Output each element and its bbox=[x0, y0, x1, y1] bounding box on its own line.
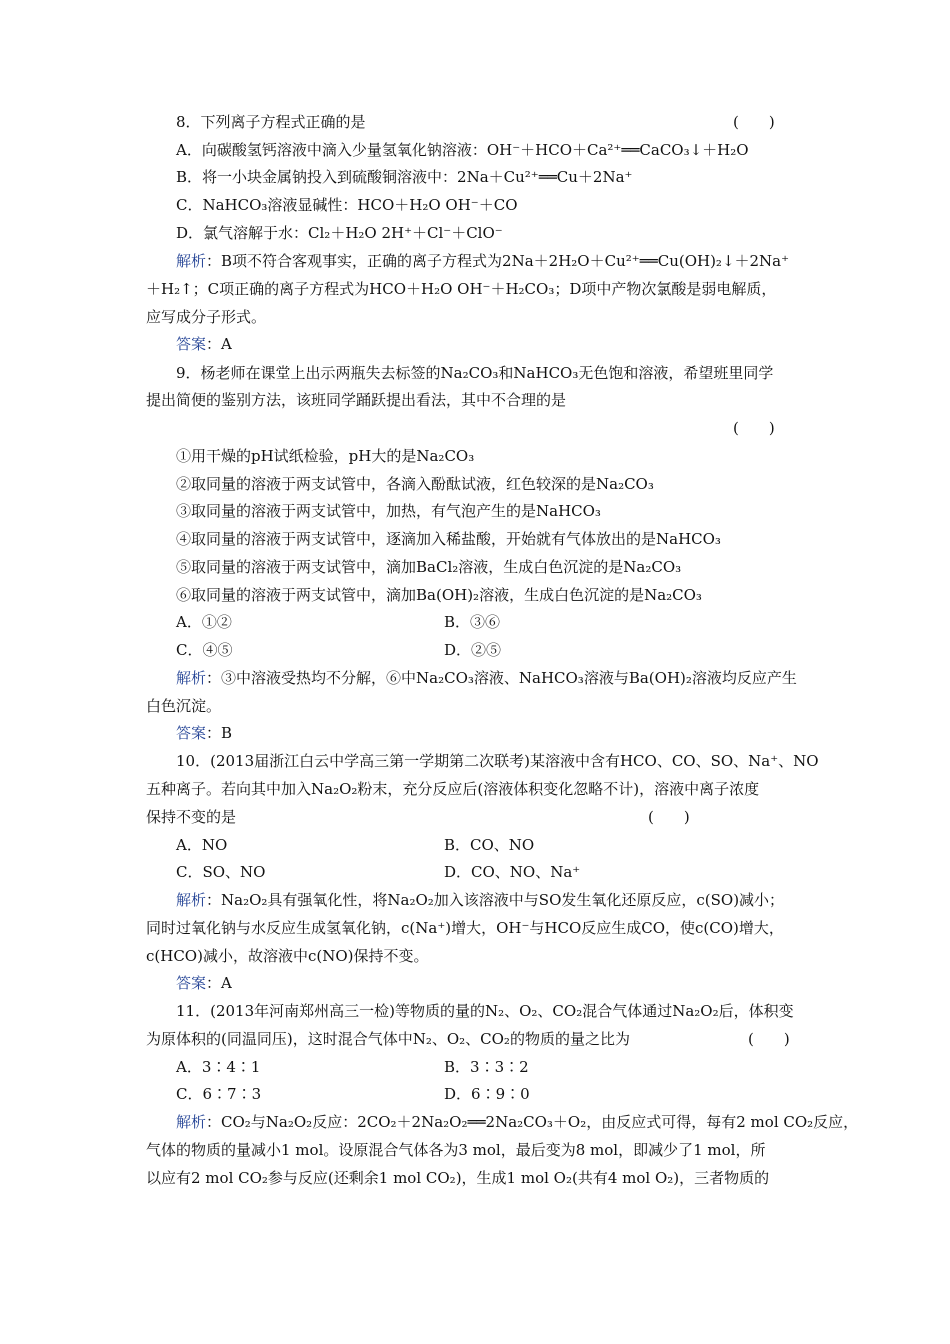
text-line bbox=[176, 751, 819, 771]
text-line bbox=[444, 862, 580, 882]
line-text: ＋H₂↑；C项正确的离子方程式为HCO＋H₂O OH⁻＋H₂CO₃；D项中产物次氯酸是弱电解质， bbox=[146, 280, 777, 298]
line-text: ⑤取同量的溶液于两支试管中，滴加BaCl₂溶液，生成白色沉淀的是Na₂CO₃ bbox=[176, 558, 682, 576]
text-line bbox=[176, 363, 773, 383]
line-text: 为原体积的(同温同压)，这时混合气体中N₂、O₂、CO₂的物质的量之比为 bbox=[146, 1030, 630, 1048]
answer-blank: ( ) bbox=[648, 808, 690, 826]
text-line bbox=[444, 1084, 530, 1104]
line-text: c(HCO)减小，故溶液中c(NO)保持不变。 bbox=[146, 947, 429, 965]
line-text: D．氯气溶解于水：Cl₂＋H₂O 2H⁺＋Cl⁻＋ClO⁻ bbox=[176, 224, 503, 242]
text-line bbox=[176, 1057, 260, 1077]
line-text: 10．(2013届浙江白云中学高三第一学期第二次联考)某溶液中含有HCO、CO、SO、Na⁺、NO bbox=[176, 752, 819, 770]
text-line bbox=[176, 140, 749, 160]
line-text: C．SO、NO bbox=[176, 863, 266, 881]
text-line bbox=[176, 251, 789, 271]
text-line bbox=[176, 862, 265, 882]
text-line bbox=[176, 890, 784, 910]
text-line bbox=[146, 696, 221, 716]
line-text: ：Na₂O₂具有强氧化性，将Na₂O₂加入该溶液中与SO发生氧化还原反应，c(SO)减小； bbox=[206, 891, 785, 909]
text-line bbox=[146, 807, 236, 827]
line-text: ②取同量的溶液于两支试管中，各滴入酚酞试液，红色较深的是Na₂CO₃ bbox=[176, 475, 654, 493]
text-line bbox=[444, 1057, 529, 1077]
text-line bbox=[146, 1029, 630, 1049]
text-line bbox=[176, 835, 227, 855]
line-text: B．3∶3∶2 bbox=[444, 1058, 529, 1076]
text-line bbox=[146, 307, 266, 327]
text-line bbox=[176, 501, 601, 521]
line-text: ：B项不符合客观事实，正确的离子方程式为2Na＋2H₂O＋Cu²⁺══Cu(OH)₂↓＋2Na⁺ bbox=[206, 252, 790, 270]
text-line bbox=[146, 1140, 765, 1160]
text-line bbox=[176, 640, 232, 660]
line-text: 同时过氧化钠与水反应生成氢氧化钠，c(Na⁺)增大，OH⁻与HCO反应生成CO，使c(CO)增大， bbox=[146, 919, 784, 937]
section-label: 解析 bbox=[176, 1113, 207, 1131]
line-text: 应写成分子形式。 bbox=[146, 308, 267, 326]
section-label: 答案 bbox=[176, 974, 207, 992]
line-text: ：③中溶液受热均不分解，⑥中Na₂CO₃溶液、NaHCO₃溶液与Ba(OH)₂溶液均反应产生 bbox=[206, 669, 797, 687]
text-line bbox=[176, 446, 474, 466]
line-text: 8．下列离子方程式正确的是 bbox=[176, 113, 366, 131]
text-line bbox=[176, 585, 702, 605]
line-text: B．将一小块金属钠投入到硫酸铜溶液中：2Na＋Cu²⁺══Cu＋2Na⁺ bbox=[176, 168, 633, 186]
text-line bbox=[176, 1001, 794, 1021]
line-text: B．CO、NO bbox=[444, 836, 535, 854]
text-line bbox=[176, 612, 232, 632]
section-label: 解析 bbox=[176, 252, 207, 270]
text-line bbox=[176, 334, 232, 354]
text-line bbox=[176, 1112, 858, 1132]
line-text: D．CO、NO、Na⁺ bbox=[444, 863, 581, 881]
section-label: 答案 bbox=[176, 335, 207, 353]
text-line bbox=[176, 223, 503, 243]
line-text: ⑥取同量的溶液于两支试管中，滴加Ba(OH)₂溶液，生成白色沉淀的是Na₂CO₃ bbox=[176, 586, 702, 604]
answer-blank: ( ) bbox=[748, 1030, 790, 1048]
line-text: B．③⑥ bbox=[444, 613, 501, 631]
line-text: 以应有2 mol CO₂参与反应(还剩余1 mol CO₂)，生成1 mol O₂(共有4 mol O₂)，三者物质的 bbox=[146, 1169, 770, 1187]
line-text: 提出简便的鉴别方法，该班同学踊跃提出看法，其中不合理的是 bbox=[146, 391, 567, 409]
text-line bbox=[146, 946, 429, 966]
text-line bbox=[146, 1168, 769, 1188]
line-text: 11．(2013年河南郑州高三一检)等物质的量的N₂、O₂、CO₂混合气体通过Na₂O₂后，体积变 bbox=[176, 1002, 794, 1020]
text-line bbox=[176, 1084, 261, 1104]
text-line bbox=[176, 723, 232, 743]
text-line bbox=[146, 279, 776, 299]
line-text: 保持不变的是 bbox=[146, 808, 237, 826]
text-line bbox=[444, 612, 500, 632]
text-line bbox=[176, 195, 518, 215]
section-label: 解析 bbox=[176, 669, 207, 687]
line-text: ：B bbox=[206, 724, 233, 742]
text-line bbox=[176, 668, 797, 688]
line-text: A．NO bbox=[176, 836, 228, 854]
line-text: ③取同量的溶液于两支试管中，加热，有气泡产生的是NaHCO₃ bbox=[176, 502, 601, 520]
section-label: 答案 bbox=[176, 724, 207, 742]
line-text: C．6∶7∶3 bbox=[176, 1085, 262, 1103]
text-line bbox=[176, 557, 681, 577]
line-text: C．NaHCO₃溶液显碱性：HCO＋H₂O OH⁻＋CO bbox=[176, 196, 518, 214]
text-line bbox=[176, 474, 654, 494]
line-text: D．6∶9∶0 bbox=[444, 1085, 530, 1103]
section-label: 解析 bbox=[176, 891, 207, 909]
line-text: D．②⑤ bbox=[444, 641, 502, 659]
answer-blank: ( ) bbox=[733, 419, 775, 437]
line-text: 9．杨老师在课堂上出示两瓶失去标签的Na₂CO₃和NaHCO₃无色饱和溶液，希望班里同学 bbox=[176, 364, 774, 382]
line-text: ：A bbox=[206, 974, 232, 992]
text-line bbox=[176, 112, 366, 132]
text-line bbox=[146, 779, 759, 799]
text-line bbox=[146, 390, 566, 410]
answer-blank: ( ) bbox=[733, 113, 775, 131]
line-text: C．④⑤ bbox=[176, 641, 233, 659]
text-line bbox=[444, 640, 501, 660]
line-text: 白色沉淀。 bbox=[146, 697, 222, 715]
line-text: 气体的物质的量减小1 mol。设原混合气体各为3 mol，最后变为8 mol，即减少了1 mol，所 bbox=[146, 1141, 766, 1159]
line-text: ④取同量的溶液于两支试管中，逐滴加入稀盐酸，开始就有气体放出的是NaHCO₃ bbox=[176, 530, 721, 548]
text-line bbox=[146, 918, 784, 938]
text-line bbox=[444, 835, 534, 855]
line-text: A．3∶4∶1 bbox=[176, 1058, 261, 1076]
text-line bbox=[176, 167, 632, 187]
line-text: ①用干燥的pH试纸检验，pH大的是Na₂CO₃ bbox=[176, 447, 475, 465]
line-text: A．向碳酸氢钙溶液中滴入少量氢氧化钠溶液：OH⁻＋HCO＋Ca²⁺══CaCO₃↓＋H₂O bbox=[176, 141, 749, 159]
line-text: ：A bbox=[206, 335, 232, 353]
line-text: ：CO₂与Na₂O₂反应：2CO₂＋2Na₂O₂══2Na₂CO₃＋O₂，由反应式可得，每有2 mol CO₂反应， bbox=[206, 1113, 859, 1131]
line-text: A．①② bbox=[176, 613, 232, 631]
line-text: 五种离子。若向其中加入Na₂O₂粉末，充分反应后(溶液体积变化忽略不计)，溶液中离子浓度 bbox=[146, 780, 760, 798]
text-line bbox=[176, 529, 721, 549]
text-line bbox=[176, 973, 232, 993]
